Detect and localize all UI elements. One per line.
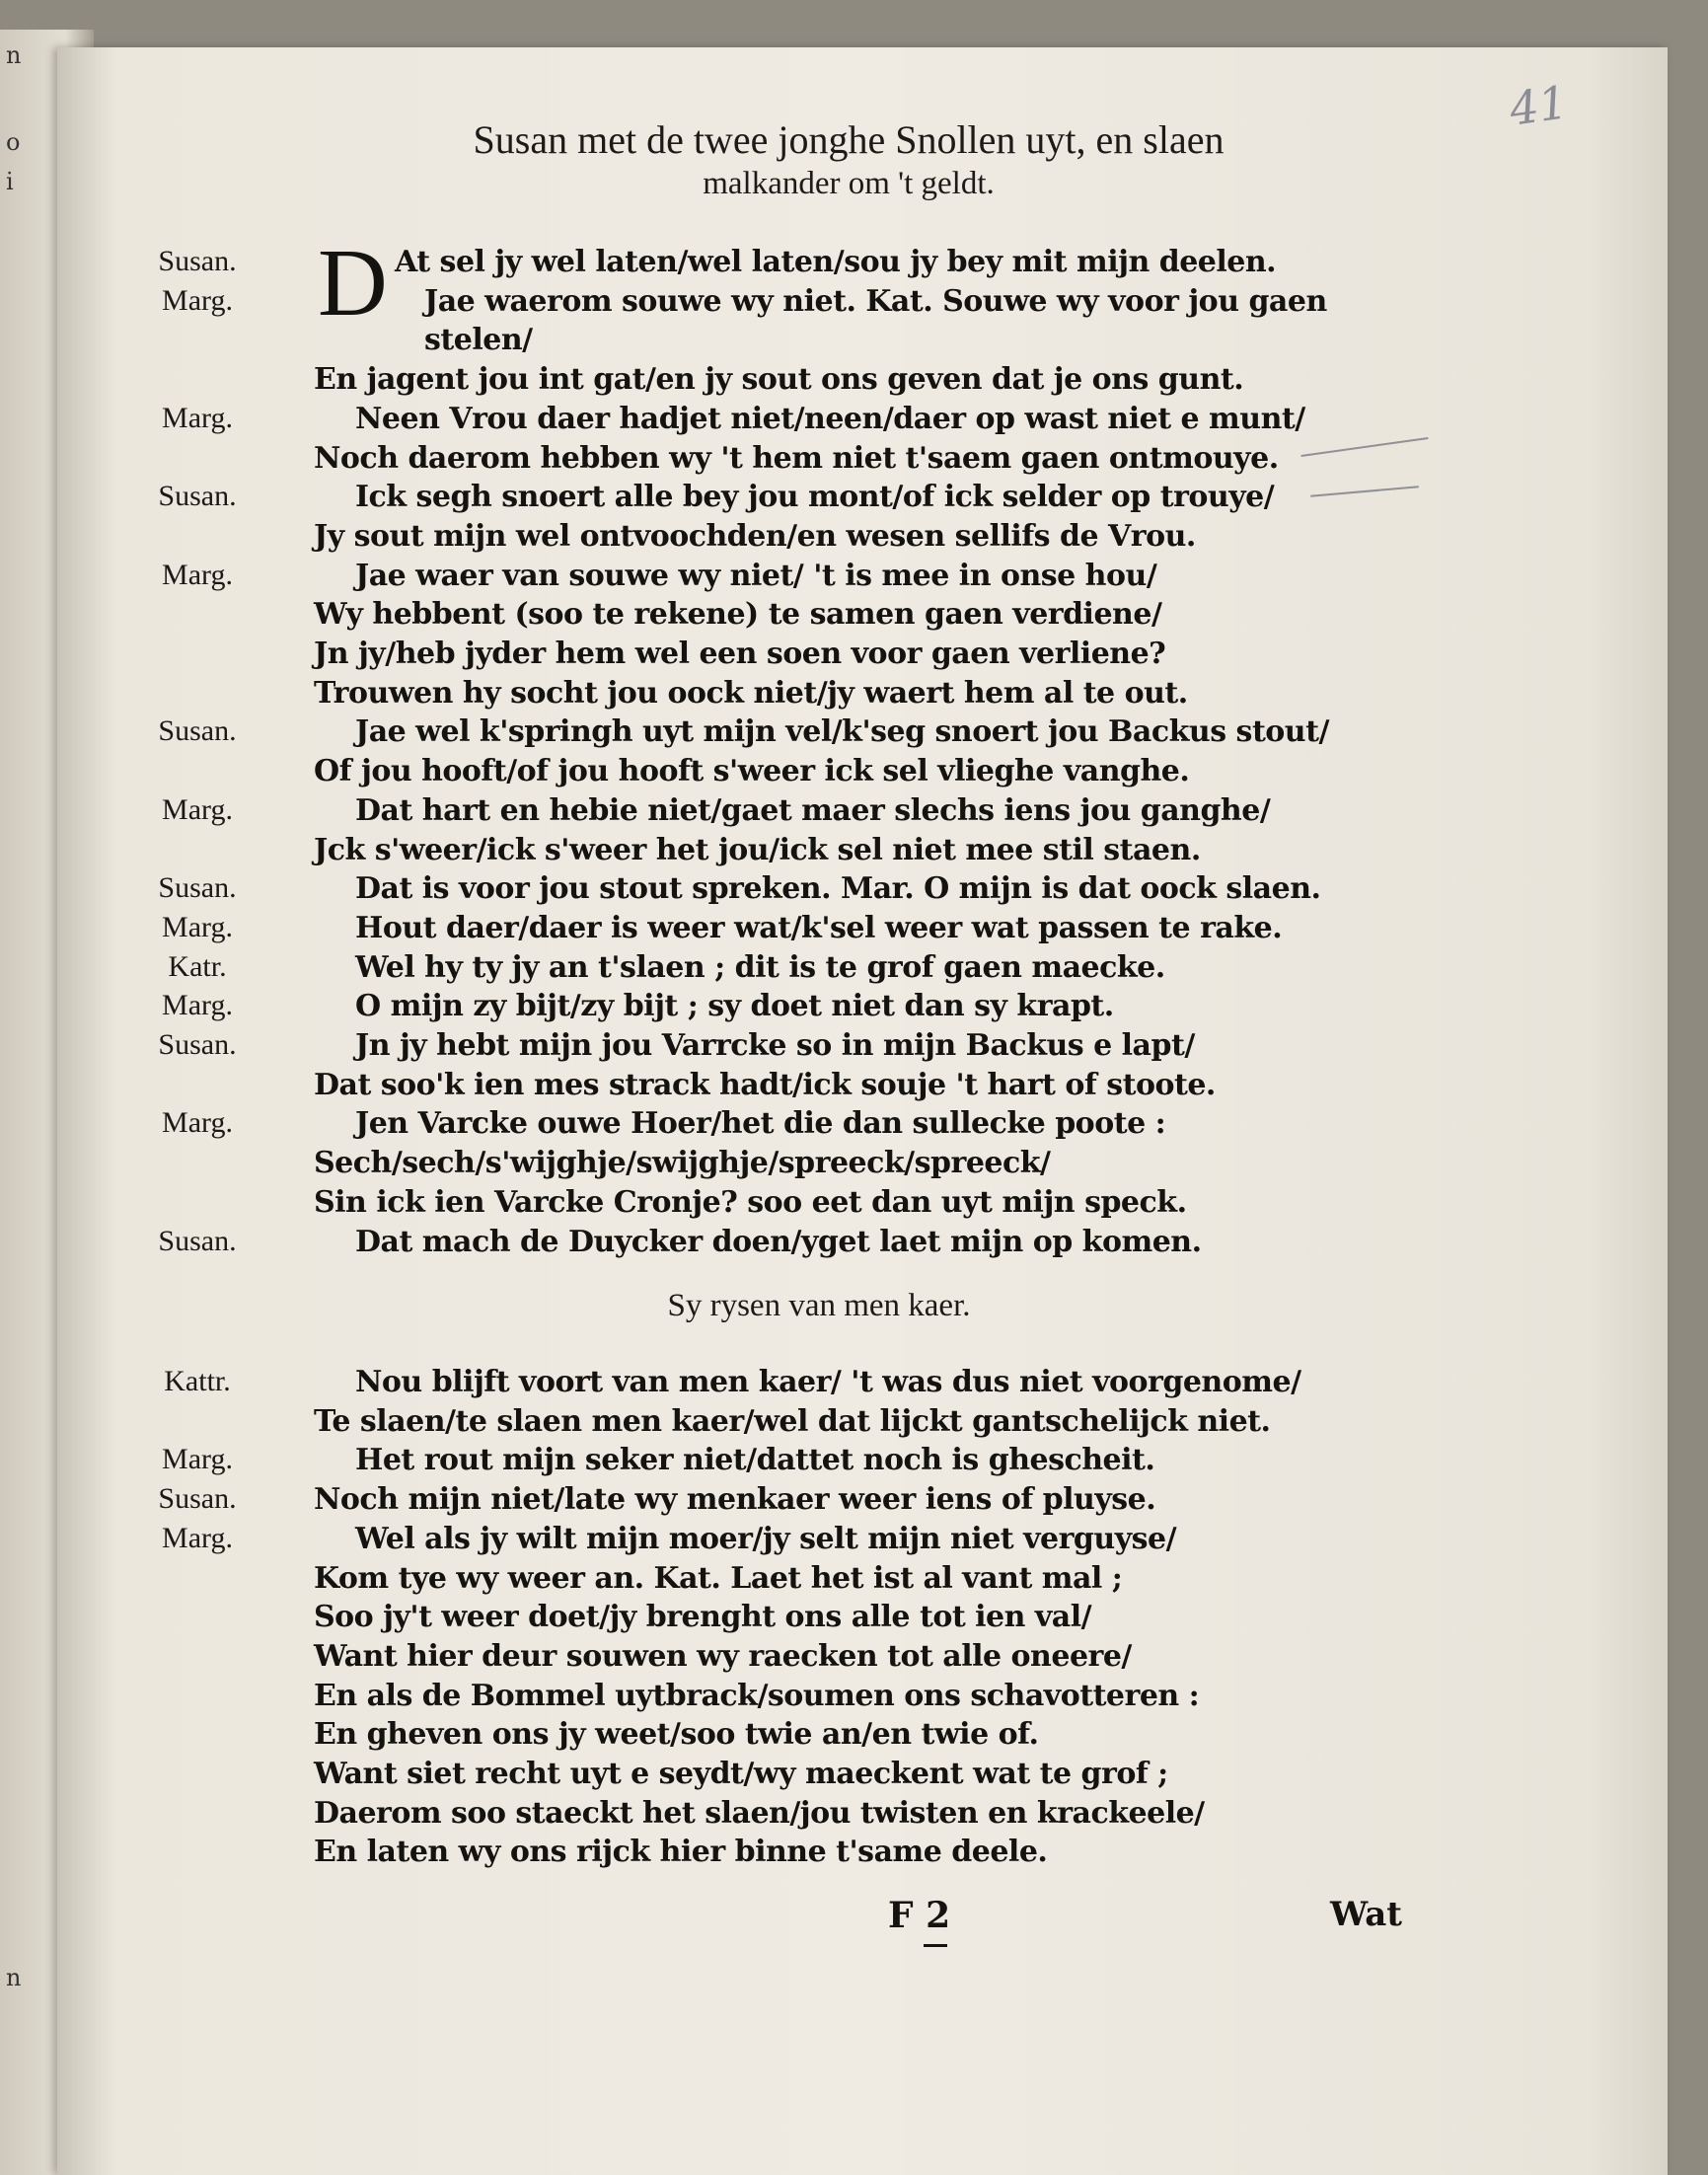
verse-text: En jagent jou int gat/en jy sout ons geven dat je ons gunt.	[314, 362, 1244, 398]
dialogue-line	[0, 402, 1708, 441]
speaker-name: Kattr.	[164, 1365, 231, 1397]
edge-mark: o	[6, 128, 21, 156]
speaker-name: Katr.	[168, 949, 227, 983]
speaker-name: Marg.	[162, 1521, 233, 1554]
dialogue-line	[0, 989, 1708, 1028]
dialogue-line	[0, 1522, 1708, 1561]
dialogue-line	[0, 1365, 1708, 1404]
stage-direction: Sy rysen van men kaer.	[667, 1288, 971, 1323]
verse-text: Neen Vrou daer hadjet niet/neen/daer op wast niet e munt/	[355, 401, 1305, 436]
verse-text: Dat soo'k ien mes strack hadt/ick souje 't hart of stoote.	[314, 1067, 1216, 1102]
dialogue-line	[0, 1639, 1708, 1679]
verse-text: At sel jy wel laten/wel laten/sou jy bey mit mijn deelen.	[395, 245, 1277, 279]
dialogue-line	[0, 754, 1708, 793]
speaker-name: Susan.	[158, 1224, 237, 1257]
speaker-name: Marg.	[162, 910, 233, 943]
verse-text: En gheven ons jy weet/soo twie an/en twie of.	[314, 1717, 1039, 1753]
verse-text: Of jou hooft/of jou hooft s'weer ick sel vlieghe vanghe.	[314, 754, 1190, 789]
dialogue-line	[0, 1404, 1708, 1444]
verse-text: Hout daer/daer is weer wat/k'sel weer wat passen te rake.	[355, 910, 1283, 945]
verse-text: Jae wel k'springh uyt mijn vel/k'seg snoert jou Backus stout/	[355, 714, 1329, 750]
speaker-name: Susan.	[158, 245, 237, 277]
verse-text: Noch daerom hebben wy 't hem niet t'saem gaen ontmouye.	[314, 440, 1279, 476]
verse-text: Wy hebbent (soo te rekene) te samen gaen verdiene/	[314, 597, 1162, 633]
dialogue-line	[0, 1482, 1708, 1522]
verse-text: Trouwen hy socht jou oock niet/jy waert hem al te out.	[314, 675, 1188, 711]
dialogue-line	[0, 1146, 1708, 1185]
speaker-name: Susan.	[158, 1482, 237, 1516]
speaker-name: Marg.	[162, 1106, 233, 1140]
dialogue-line	[0, 793, 1708, 833]
verse-text: Jen Varcke ouwe Hoer/het die dan sullecke poote :	[355, 1106, 1166, 1142]
verse-text: Want hier deur souwen wy raecken tot alle oneere/	[314, 1638, 1132, 1674]
dialogue-line	[0, 1225, 1708, 1264]
catchword: Wat	[1330, 1895, 1402, 1934]
edge-mark: n	[6, 1964, 22, 1991]
signature-underline	[924, 1944, 947, 1947]
verse-text: Het rout mijn seker niet/dattet noch is ghescheit.	[355, 1443, 1155, 1478]
signature-mark: F 2	[888, 1895, 951, 1936]
speaker-name: Marg.	[162, 989, 233, 1022]
verse-text: Kom tye wy weer an. Kat. Laet het ist al vant mal ;	[314, 1560, 1123, 1596]
verse-text: Daerom soo staeckt het slaen/jou twisten en krackeele/	[314, 1795, 1205, 1831]
speaker-name: Susan.	[158, 1028, 237, 1061]
speaker-name: Susan.	[158, 480, 237, 513]
edge-mark: n	[6, 41, 22, 69]
verse-text: O mijn zy bijt/zy bijt ; sy doet niet dan sy krapt.	[355, 989, 1114, 1024]
verse-text: Wel hy ty jy an t'slaen ; dit is te grof gaen maecke.	[355, 949, 1165, 985]
dialogue-line	[0, 1717, 1708, 1757]
speaker-name: Susan.	[158, 871, 237, 905]
verse-text: Jn jy hebt mijn jou Varrcke so in mijn Backus e lapt/	[355, 1028, 1195, 1063]
edge-mark: i	[6, 168, 14, 195]
scene-heading: Susan met de twee jonghe Snollen uyt, en slaen	[473, 117, 1225, 162]
dialogue-line	[0, 871, 1708, 911]
dialogue-line	[0, 284, 1708, 324]
verse-text: stelen/	[424, 323, 533, 358]
verse-text: Wel als jy wilt mijn moer/jy selt mijn niet verguyse/	[355, 1521, 1177, 1556]
dialogue-line	[0, 676, 1708, 715]
verse-text: Want siet recht uyt e seydt/wy maeckent wat te grof ;	[314, 1757, 1168, 1791]
dialogue-line	[0, 637, 1708, 676]
verse-text: Dat hart en hebie niet/gaet maer slechs iens jou ganghe/	[355, 792, 1271, 828]
drop-capital: D	[318, 230, 388, 337]
scene-heading-continued: malkander om 't geldt.	[703, 166, 995, 201]
verse-text: Sech/sech/s'wijghje/swijghje/spreeck/spreeck/	[314, 1146, 1051, 1181]
verse-text: Soo jy't weer doet/jy brenght ons alle tot ien val/	[314, 1600, 1092, 1635]
dialogue-line	[0, 1561, 1708, 1601]
verse-text: Dat mach de Duycker doen/yget laet mijn op komen.	[355, 1224, 1202, 1259]
verse-text: Jae waerom souwe wy niet. Kat. Souwe wy voor jou gaen	[424, 283, 1327, 319]
verse-text: Jae waer van souwe wy niet/ 't is mee in onse hou/	[355, 558, 1157, 593]
dialogue-line	[0, 1443, 1708, 1482]
dialogue-line	[0, 1835, 1708, 1874]
verse-text: Jn jy/heb jyder hem wel een soen voor gaen verliene?	[314, 637, 1166, 671]
speaker-name: Marg.	[162, 401, 233, 434]
dialogue-line	[0, 245, 1708, 284]
speaker-name: Marg.	[162, 283, 233, 317]
dialogue-line	[0, 597, 1708, 637]
dialogue-line	[0, 323, 1708, 362]
dialogue-line	[0, 1796, 1708, 1836]
verse-text: Sin ick ien Varcke Cronje? soo eet dan uyt mijn speck.	[314, 1184, 1187, 1220]
speaker-name: Marg.	[162, 1443, 233, 1476]
dialogue-line	[0, 480, 1708, 519]
verse-text: Dat is voor jou stout spreken. Mar. O mijn is dat oock slaen.	[355, 871, 1321, 907]
dialogue-line	[0, 950, 1708, 990]
dialogue-line	[0, 1028, 1708, 1068]
dialogue-line	[0, 1679, 1708, 1718]
dialogue-line	[0, 1600, 1708, 1639]
verse-text: En laten wy ons rijck hier binne t'same deele.	[314, 1835, 1048, 1870]
verse-text: Te slaen/te slaen men kaer/wel dat lijckt gantschelijck niet.	[314, 1403, 1271, 1439]
dialogue-line	[0, 1068, 1708, 1107]
speaker-name: Susan.	[158, 714, 237, 748]
verse-text: Jy sout mijn wel ontvoochden/en wesen sellifs de Vrou.	[314, 518, 1196, 554]
dialogue-line	[0, 1185, 1708, 1225]
dialogue-line	[0, 441, 1708, 481]
folio-note: 41	[1506, 75, 1572, 136]
dialogue-line	[0, 911, 1708, 950]
speaker-name: Marg.	[162, 558, 233, 591]
speaker-name: Marg.	[162, 792, 233, 826]
dialogue-line	[0, 559, 1708, 598]
verse-text: Noch mijn niet/late wy menkaer weer iens of pluyse.	[314, 1482, 1156, 1518]
dialogue-line	[0, 519, 1708, 559]
dialogue-line	[0, 1106, 1708, 1146]
verse-text: En als de Bommel uytbrack/soumen ons schavotteren :	[314, 1678, 1200, 1713]
dialogue-line	[0, 833, 1708, 872]
verse-text: Jck s'weer/ick s'weer het jou/ick sel niet mee stil staen.	[314, 832, 1201, 867]
verse-text: Nou blijft voort van men kaer/ 't was dus niet voorgenome/	[355, 1365, 1301, 1399]
dialogue-line	[0, 1757, 1708, 1796]
verse-text: Ick segh snoert alle bey jou mont/of ick selder op trouye/	[355, 480, 1275, 515]
dialogue-line	[0, 714, 1708, 754]
dialogue-line	[0, 362, 1708, 402]
